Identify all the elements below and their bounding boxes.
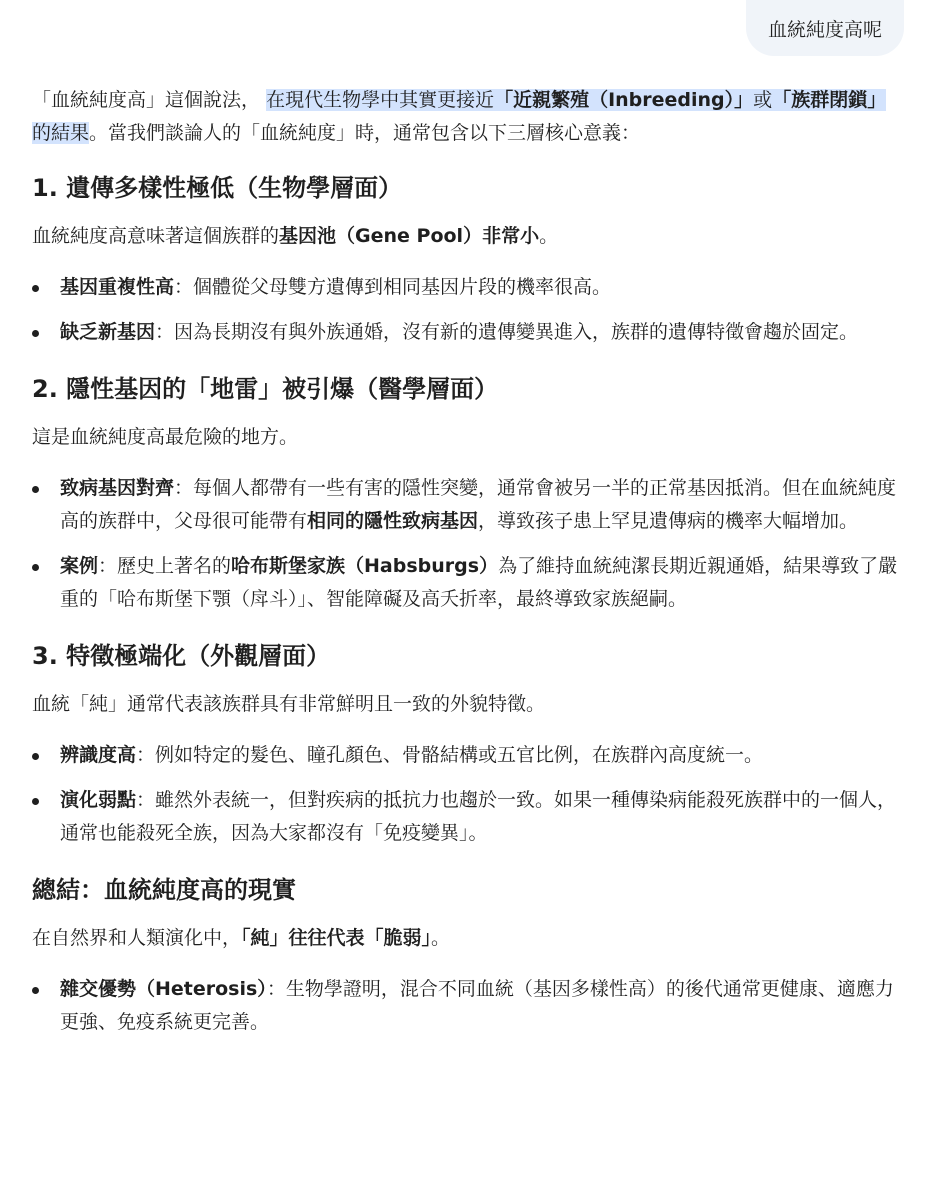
item-bold: 演化弱點 (60, 789, 137, 811)
section-desc (32, 922, 904, 955)
desc-bold: 「純」往往代表「脆弱」 (241, 927, 432, 949)
item-text: ：每個人都帶有一些有害的隱性突變，通常會被另一半的正常基因抵消。但在血統純度高的族群中，父母很可能帶有 (60, 477, 897, 532)
section-heading: 總結：血統純度高的現實 (32, 876, 296, 904)
item-bold-inline: 相同的隱性致病基因 (307, 510, 479, 532)
item-text: ：因為長期沒有與外族通婚，沒有新的遺傳變異進入，族群的遺傳特徵會趨於固定。 (155, 321, 859, 343)
section-recessive-genes (32, 371, 904, 616)
desc-text-end: 。 (431, 927, 451, 949)
section-desc: 血統「純」通常代表該族群具有非常鮮明且一致的外貌特徵。 (32, 693, 546, 715)
list-item (32, 271, 904, 304)
item-bold: 辨識度高 (60, 744, 137, 766)
item-bold: 雜交優勢（Heterosis） (60, 978, 267, 1000)
user-message-bubble (746, 0, 904, 56)
list-item (32, 739, 904, 772)
intro-part1: 「血統純度高」這個說法， (32, 89, 261, 111)
bullet-dot-icon (32, 285, 39, 292)
desc-text: 血統純度高意味著這個族群的 (32, 225, 280, 247)
list-item (32, 316, 904, 349)
intro-hl-bold2: 「族群閉鎖」 (772, 89, 887, 111)
intro-part2: 的結果 (32, 122, 90, 144)
desc-text: 在自然界和人類演化中， (32, 927, 242, 949)
list-item (32, 550, 904, 616)
section-desc: 這是血統純度高最危險的地方。 (32, 426, 299, 448)
bullet-dot-icon (32, 330, 39, 337)
bullet-list (32, 739, 904, 850)
section-heading: 2. 隱性基因的「地雷」被引爆（醫學層面） (32, 375, 499, 403)
section-summary (32, 872, 904, 1039)
bullet-list (32, 472, 904, 616)
assistant-response (32, 84, 904, 1061)
bullet-dot-icon (32, 987, 39, 994)
intro-hl-or: 或 (753, 89, 773, 111)
user-message-text: 血統純度高呢 (767, 18, 882, 41)
item-bold: 缺乏新基因 (60, 321, 156, 343)
item-bold: 基因重複性高 (60, 276, 175, 298)
section-heading: 3. 特徵極端化（外觀層面） (32, 642, 331, 670)
section-desc (32, 220, 904, 253)
bullet-list (32, 271, 904, 349)
item-text-end: ，導致孩子患上罕見遺傳病的機率大幅增加。 (478, 510, 859, 532)
list-item (32, 784, 904, 850)
item-bold-inline: 哈布斯堡家族（Habsburgs） (231, 555, 499, 577)
item-text: ：雖然外表統一，但對疾病的抵抗力也趨於一致。如果一種傳染病能殺死族群中的一個人，通常也能殺死全族，因為大家都沒有「免疫變異」。 (60, 789, 897, 844)
bullet-dot-icon (32, 564, 39, 571)
item-text-end: 為了維持血統純潔長期近親通婚，結果導致了嚴重的「哈布斯堡下顎（戽斗）」、智能障礙及高夭折率，最終導致家族絕嗣。 (60, 555, 898, 610)
item-text: ：例如特定的髮色、瞳孔顏色、骨骼結構或五官比例，在族群內高度統一。 (136, 744, 764, 766)
bullet-list (32, 973, 904, 1039)
bullet-dot-icon (32, 486, 39, 493)
section-heading: 1. 遺傳多樣性極低（生物學層面） (32, 174, 403, 202)
item-text: ：個體從父母雙方遺傳到相同基因片段的機率很高。 (174, 276, 612, 298)
section-extreme-traits (32, 638, 904, 850)
section-genetic-diversity (32, 170, 904, 349)
desc-bold: 基因池（Gene Pool）非常小 (279, 225, 540, 247)
intro-part3: 。當我們談論人的「血統純度」時，通常包含以下三層核心意義： (89, 122, 641, 144)
intro-hl-bold1: 「近親繁殖（Inbreeding）」 (494, 89, 754, 111)
item-text: ：生物學證明，混合不同血統（基因多樣性高）的後代通常更健康、適應力更強、免疫系統更完善。 (60, 978, 894, 1033)
item-bold: 致病基因對齊 (60, 477, 175, 499)
item-bold: 案例 (60, 555, 99, 577)
list-item (32, 973, 904, 1039)
item-text: ：歷史上著名的 (98, 555, 232, 577)
list-item (32, 472, 904, 538)
intro-hl-text: 在現代生物學中其實更接近 (266, 89, 495, 111)
bullet-dot-icon (32, 798, 39, 805)
intro-paragraph (32, 84, 904, 150)
desc-text-end: 。 (539, 225, 559, 247)
bullet-dot-icon (32, 753, 39, 760)
